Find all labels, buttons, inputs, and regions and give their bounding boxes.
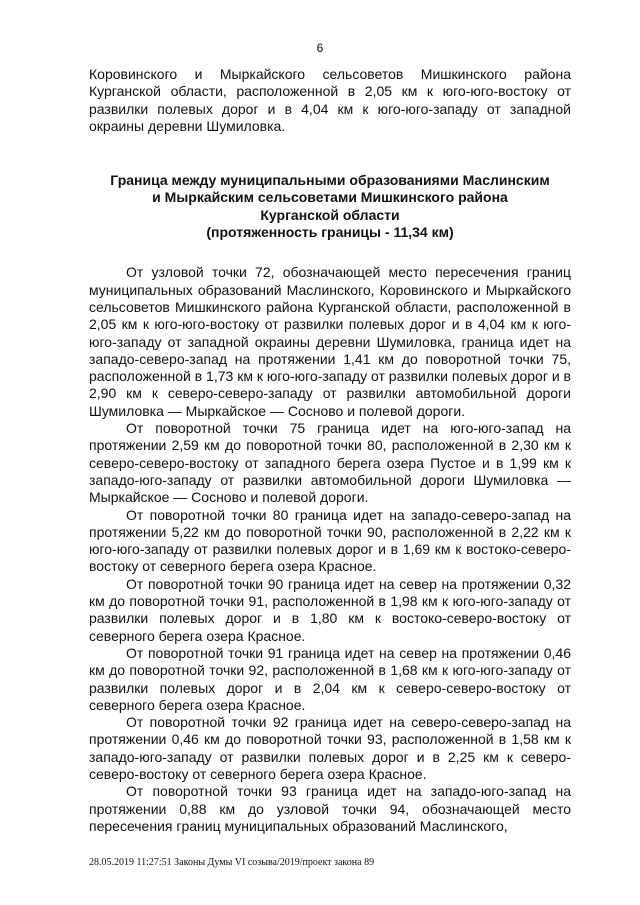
document-footer: 28.05.2019 11:27:51 Законы Думы VI созыва/2019/проект закона 89 — [89, 857, 375, 868]
paragraph-point-72: От узловой точки 72, обозначающей место пересечения границ муниципальных образований Маслинского, Коровинского и Мыркайского сельсоветов Мишкинского района Курганской области, расположенной в 2,05 км к юго-юго-востоку от развилки полевых дорог и в 4,04 км к юго-юго-западу от западной окраины деревни Шумиловка, граница идет на западо-северо-запад на протяжении 1,41 км до поворотной точки 75, расположенной в 1,73 км к юго-юго-западу от развилки полевых дорог и в 2,90 км к северо-северо-западу от развилки автомобильной дороги Шумиловка — Мыркайское — Сосново и полевой дороги. — [89, 264, 571, 419]
heading-line-1: Граница между муниципальными образованиями Маслинским — [110, 172, 550, 189]
intro-paragraph: Коровинского и Мыркайского сельсоветов Мишкинского района Курганской области, расположенной в 2,05 км к юго-юго-востоку от развилки полевых дорог и в 4,04 км к юго-юго-западу от западной окраины деревни Шумиловка. — [89, 66, 571, 134]
section-heading — [89, 172, 571, 241]
paragraph-point-90: От поворотной точки 90 граница идет на север на протяжении 0,32 км до поворотной точки 91, расположенной в 1,98 км к юго-юго-западу от развилки полевых дорог и в 1,80 км к востоко-северо-востоку от северного берега озера Красное. — [89, 575, 571, 644]
heading-line-3: Курганской области — [260, 206, 400, 223]
page-number: 6 — [316, 41, 324, 55]
paragraph-point-80: От поворотной точки 80 граница идет на западо-северо-запад на протяжении 5,22 км до поворотной точки 90, расположенной в 2,22 км к юго-юго-западу от развилки полевых дорог и в 1,69 км к востоко-северо-востоку от северного берега озера Красное. — [89, 506, 571, 575]
paragraph-point-93: От поворотной точки 93 граница идет на западо-юго-запад на протяжении 0,88 км до узловой точки 94, обозначающей место пересечения границ муниципальных образований Маслинского, — [89, 783, 571, 834]
heading-line-4: (протяженность границы - 11,34 км) — [206, 224, 454, 241]
paragraph-point-91: От поворотной точки 91 граница идет на север на протяжении 0,46 км до поворотной точки 92, расположенной в 1,68 км к юго-юго-западу от развилки полевых дорог и в 2,04 км к северо-северо-востоку от северного берега озера Красное. — [89, 644, 571, 713]
heading-line-2: и Мыркайским сельсоветами Мишкинского района — [152, 189, 508, 206]
paragraph-point-92: От поворотной точки 92 граница идет на северо-северо-запад на протяжении 0,46 км до поворотной точки 93, расположенной в 1,58 км к западо-юго-западу от развилки полевых дорог и в 2,25 км к северо-северо-востоку от северного берега озера Красное. — [89, 714, 571, 782]
paragraph-point-75: От поворотной точки 75 граница идет на юго-юго-запад на протяжении 2,59 км до поворотной точки 80, расположенной в 2,30 км к северо-северо-востоку от западного берега озера Пустое и в 1,99 км к западо-юго-западу от развилки автомобильной дороги Шумиловка — Мыркайское — Сосново и полевой дороги. — [89, 420, 571, 506]
document-body — [89, 66, 571, 835]
